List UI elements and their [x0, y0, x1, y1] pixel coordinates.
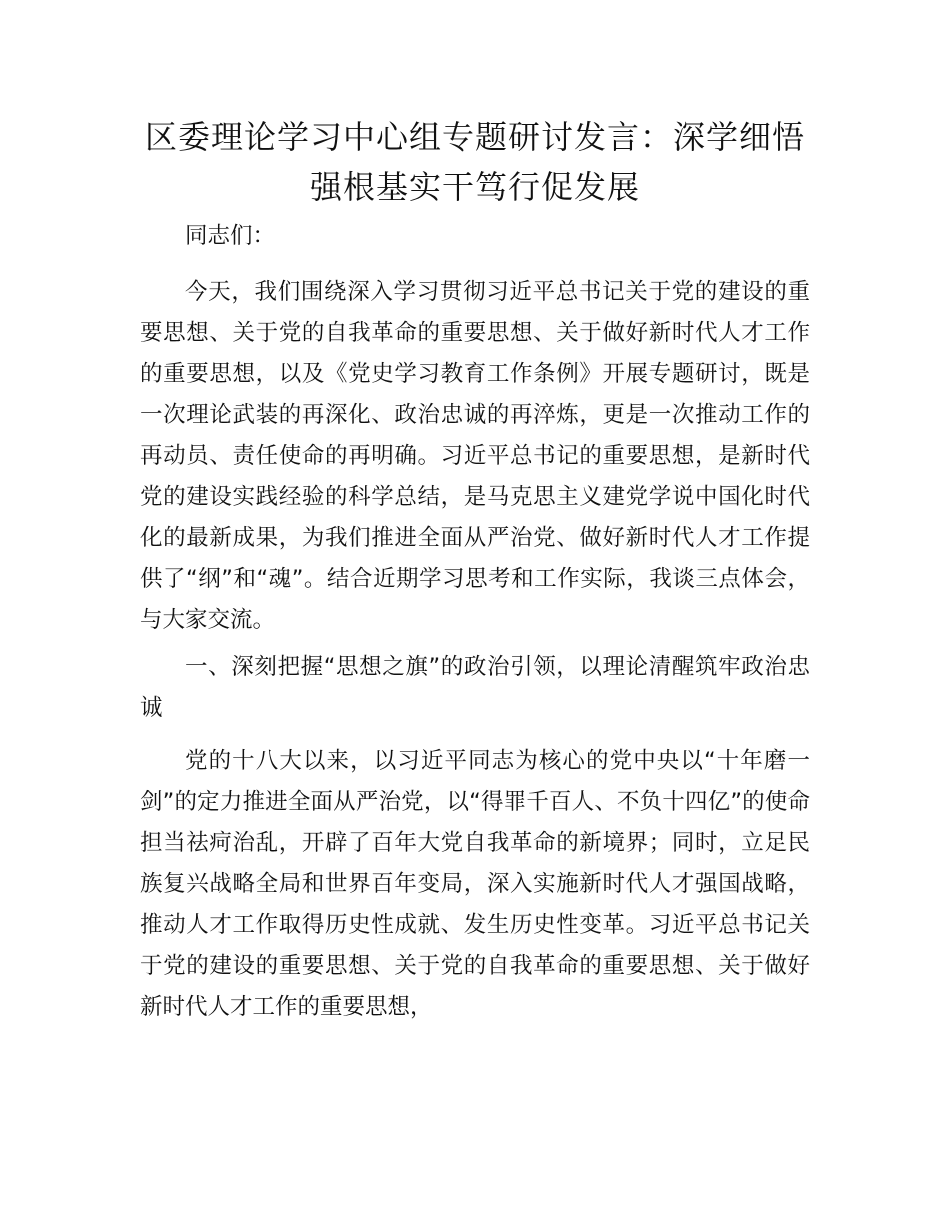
paragraph-intro: 今天，我们围绕深入学习贯彻习近平总书记关于党的建设的重要思想、关于党的自我革命的重要思想、关于做好新时代人才工作的重要思想，以及《党史学习教育工作条例》开展专题研讨，既是一次理论武装的再深化、政治忠诚的再淬炼，更是一次推动工作的再动员、责任使命的再明确。习近平总书记的重要思想，是新时代党的建设实践经验的科学总结，是马克思主义建党学说中国化时代化的最新成果，为我们推进全面从严治党、做好新时代人才工作提供了“纲”和“魂”。结合近期学习思考和工作实际，我谈三点体会，与大家交流。: [140, 279, 810, 633]
title-line-1: 区委理论学习中心组专题研讨发言：深学细悟: [144, 118, 805, 156]
document-title: [140, 112, 810, 212]
paragraph-section-1: 党的十八大以来，以习近平同志为核心的党中央以“十年磨一剑”的定力推进全面从严治党，以“得罪千百人、不负十四亿”的使命担当祛疴治乱，开辟了百年大党自我革命的新境界；同时，立足民族复兴战略全局和世界百年变局，深入实施新时代人才强国战略，推动人才工作取得历史性成就、发生历史性变革。习近平总书记关于党的建设的重要思想、关于党的自我革命的重要思想、关于做好新时代人才工作的重要思想，: [140, 748, 810, 1020]
title-line-2: 强根基实干笃行促发展: [309, 168, 640, 206]
section-heading-1: 一、深刻把握“思想之旗”的政治引领，以理论清醒筑牢政治忠诚: [140, 654, 810, 721]
document-body: [140, 216, 810, 1034]
greeting: 同志们：: [185, 223, 276, 249]
